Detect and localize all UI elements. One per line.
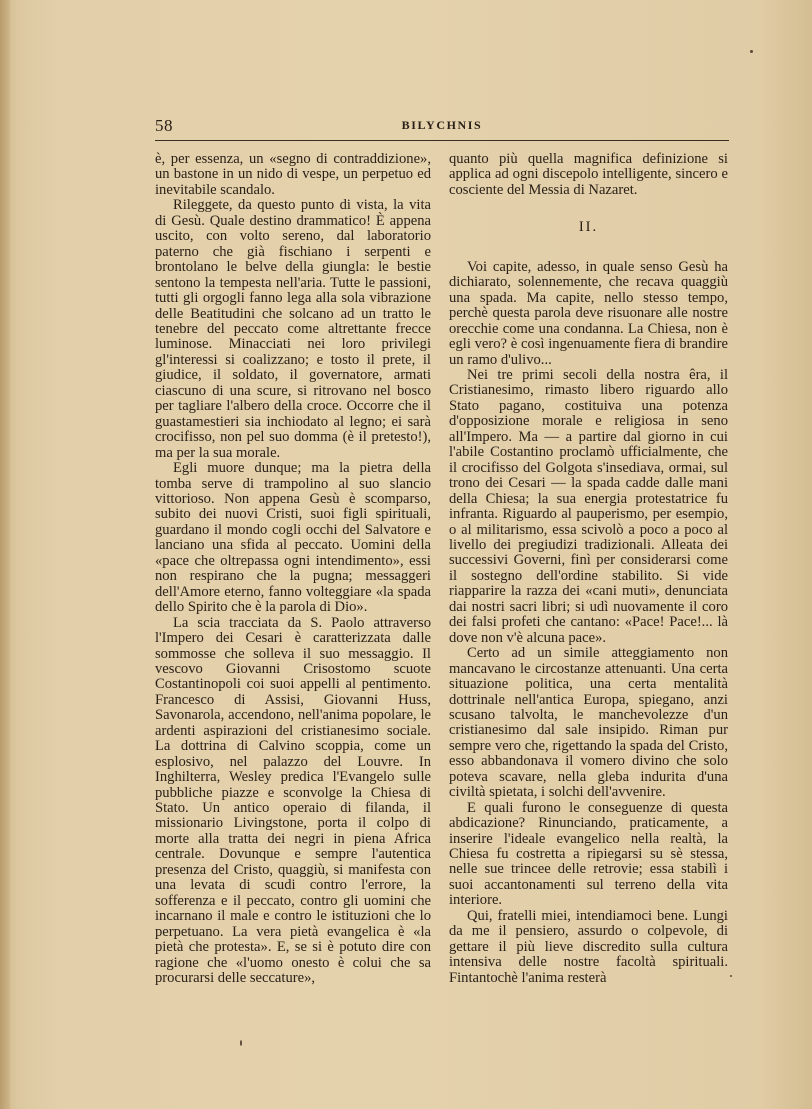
left-column — [155, 152, 431, 986]
paragraph: Egli muore dunque; ma la pietra della tomba serve di trampolino al suo slancio vittorioso. Non appena Gesù è scomparso, subito dei nuovi Cristi, suoi figli spirituali, guardano il mondo cogli occhi del Salvatore e lanciano una sfida al peccato. Uomini della «pace che oltrepassa ogni intendimento», essi non respirano che la pugna; messaggeri dell'Amore eterno, fanno volteggiare «la spada dello Spirito che è la parola di Dio». — [155, 460, 431, 616]
paragraph: Voi capite, adesso, in quale senso Gesù ha dichiarato, solennemente, che recava quaggiù una spada. Ma capite, nello stesso tempo, perchè questa parola deve risuonare alle nostre orecchie come una condanna. La Chiesa, non è egli vero? è così ingenuamente fiera di brandire un ramo d'ulivo... — [449, 258, 728, 368]
section-heading: II. — [578, 219, 599, 236]
paragraph: Rileggete, da questo punto di vista, la vita di Gesù. Quale destino drammatico! È appena uscito, con volto sereno, dal laboratorio paterno che già fischiano i serpenti e brontolano le belve della giungla: le bestie sentono la tempesta nell'aria. Tutte le passioni, tutti gli orgogli fanno lega alla sola vibrazione delle Beatitudini che solcano ad un tratto le tenebre del peccato come altrettante frecce luminose. Minacciati nei loro privilegi gl'interessi si coalizzano; e tosto il prete, il giudice, il soldato, il governatore, armati ciascuno di una scure, si ritrovano nel bosco per tagliare l'albero della croce. Occorre che il guastamestieri sia inchiodato al legno; ei sarà crocifisso, non pel suo domma (è il pretesto!), ma per la sua morale. — [155, 197, 431, 461]
paper-speck — [240, 1040, 242, 1046]
paragraph: quanto più quella magnifica definizione si applica ad ogni discepolo intelligente, sincero e cosciente del Messia di Nazaret. — [449, 151, 728, 198]
page-header — [155, 116, 729, 141]
paper-speck — [750, 50, 753, 53]
paragraph: La scia tracciata da S. Paolo attraverso l'Impero dei Cesari è caratterizzata dalle sommosse che solleva il suo messaggio. Il vescovo Giovanni Crisostomo scuote Costantinopoli coi suoi appelli al pentimento. Francesco di Assisi, Giovanni Huss, Savonarola, accendono, nell'anima popolare, le ardenti aspirazioni del cristianesimo sociale. La dottrina di Calvino scoppia, come un esplosivo, nel palazzo del Louvre. In Inghilterra, Wesley predica l'Evangelo sulle pubbliche piazze e sconvolge la Chiesa di Stato. Un antico operaio di filanda, il missionario Livingstone, porta il colpo di morte alla tratta dei negri in piena Africa centrale. Dovunque e sempre l'autentica presenza del Cristo, quaggiù, si manifesta con una levata di scudi contro l'errore, la sofferenza e il peccato, contro gli uomini che incarnano il male e contro le istituzioni che lo perpetuano. La vera pietà evangelica è «la pietà che protesta». E, se si è potuto dire con ragione che «l'uomo onesto è colui che sa procurarsi delle seccature», — [155, 614, 431, 987]
paragraph: Certo ad un simile atteggiamento non mancavano le circostanze attenuanti. Una certa situazione politica, una certa mentalità dottrinale nell'antica Europa, spiegano, anzi scusano talvolta, le manchevolezze d'un cristianesimo dal sale insipido. Riman pur sempre vero che, rigettando la spada del Cristo, esso abbandonava il vomero divino che solo poteva scavare, nella gleba indurita d'una civiltà spietata, i solchi dell'avvenire. — [449, 645, 728, 801]
page-left-edge — [0, 0, 10, 1109]
page-number: 58 — [155, 116, 173, 135]
right-column — [449, 152, 728, 986]
paragraph: Qui, fratelli miei, intendiamoci bene. Lungi da me il pensiero, assurdo o colpevole, di gettare il più lieve discredito sulla cultura intensiva delle nostre facoltà spirituali. Fintantochè l'anima resterà — [449, 907, 728, 986]
paragraph: E quali furono le conseguenze di questa abdicazione? Rinunciando, praticamente, a inserire l'ideale evangelico nella realtà, la Chiesa fu costretta a ripiegarsi su sè stessa, nelle sue trincee delle retrovie; essa stabilì i suoi accantonamenti sul terreno della vita interiore. — [449, 799, 728, 909]
paragraph: Nei tre primi secoli della nostra êra, il Cristianesimo, rimasto libero riguardo allo Stato pagano, costituiva una potenza d'opposizione morale e religiosa in seno all'Impero. Ma — a partire dal giorno in cui l'abile Costantino proclamò ufficialmente, che il crocifisso del Golgota s'insediava, ormai, sul trono dei Cesari — la spada cadde dalle mani della Chiesa; la sua energia protestatrice fu infranta. Riguardo al pauperismo, per esempio, o al militarismo, essa scivolò a poco a poco al livello dei pregiudizi tradizionali. Alleata dei successivi Governi, finì per considerarsi come il sostegno dell'ordine stabilito. Si vide riapparire la razza dei «cani muti», denunciata dai nostri sacri libri; si udì nuovamente il coro dei falsi profeti che cantano: «Pace! Pace!... là dove non v'è alcuna pace». — [449, 366, 728, 646]
paragraph: è, per essenza, un «segno di contraddizione», un bastone in un nido di vespe, un perpetuo ed inevitabile scandalo. — [155, 151, 431, 198]
running-title: BILYCHNIS — [401, 118, 483, 132]
paper-speck — [730, 975, 732, 977]
